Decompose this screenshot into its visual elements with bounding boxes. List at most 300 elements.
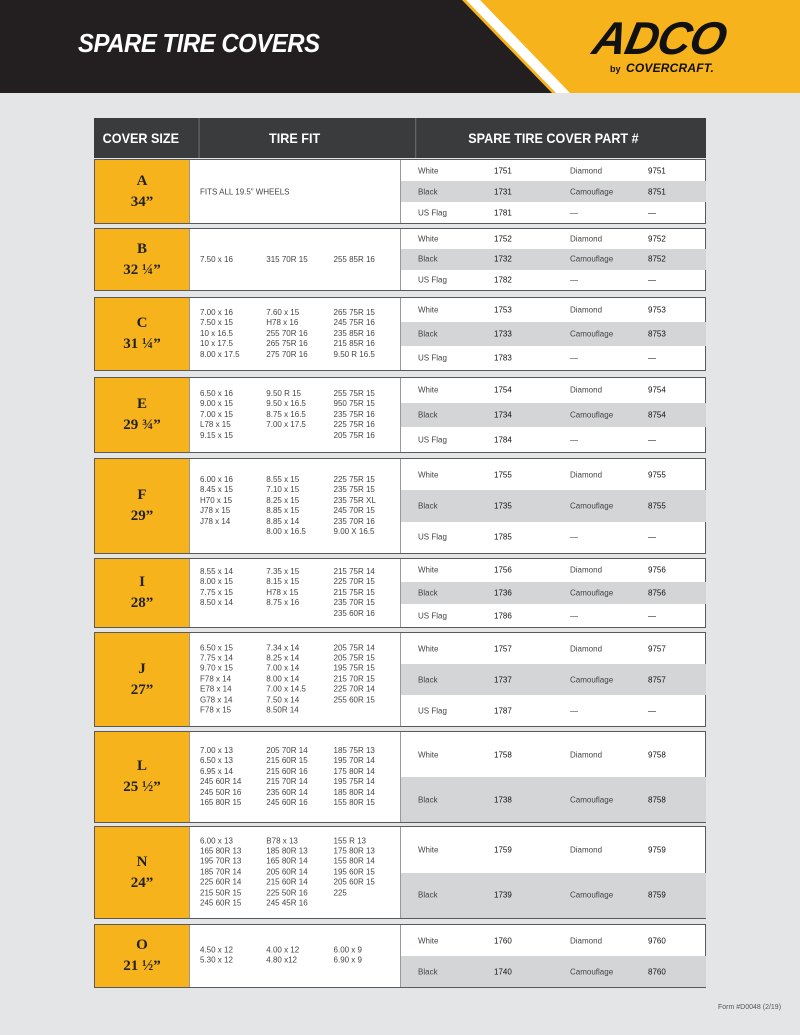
tire-fit-column bbox=[200, 254, 266, 264]
tire-size: 4.50 x 12 bbox=[200, 945, 233, 955]
pattern-name: Camouflage bbox=[570, 675, 614, 684]
tire-size: 205 75R 14 bbox=[333, 643, 375, 653]
tire-fit-column bbox=[266, 643, 333, 716]
tire-size: 8.55 x 15 bbox=[266, 474, 300, 484]
tire-fit-column bbox=[266, 836, 333, 909]
logo-covercraft: COVERCRAFT. bbox=[626, 61, 714, 75]
cover-size-cell bbox=[95, 229, 189, 290]
tire-fit-cell bbox=[189, 732, 401, 822]
tire-size: H78 x 15 bbox=[266, 587, 299, 597]
size-group-l bbox=[94, 731, 706, 823]
cover-size-cell bbox=[95, 559, 189, 627]
part-number: 1732 bbox=[494, 254, 512, 264]
part-row-white bbox=[401, 229, 706, 249]
part-number: 1738 bbox=[494, 795, 512, 804]
part-row-white bbox=[401, 925, 706, 956]
tire-fit-column bbox=[200, 567, 266, 619]
logo-by: by bbox=[610, 64, 621, 74]
tire-fit-cell bbox=[189, 559, 401, 627]
tire-size: 235 85R 16 bbox=[333, 328, 375, 338]
tire-size: 7.00 x 13 bbox=[200, 745, 233, 755]
tire-size: 9.50 R 16.5 bbox=[333, 349, 375, 359]
pattern-part-number: 9758 bbox=[648, 750, 666, 759]
part-number: 1734 bbox=[494, 410, 512, 420]
tire-size: 155 R 13 bbox=[333, 836, 366, 846]
pattern-name: Camouflage bbox=[570, 890, 614, 900]
tire-fit-column bbox=[334, 836, 397, 909]
tire-fit-cell bbox=[189, 459, 401, 553]
tire-size: 8.00 x 15 bbox=[200, 577, 233, 587]
pattern-name: — bbox=[570, 532, 578, 542]
pattern-part-number: 9755 bbox=[648, 470, 666, 480]
part-number: 1759 bbox=[494, 845, 512, 855]
cover-size-value: 27” bbox=[130, 681, 154, 698]
part-number: 1787 bbox=[494, 706, 512, 715]
part-number: 1756 bbox=[494, 565, 512, 575]
color-name: US Flag bbox=[418, 275, 447, 285]
tire-fit-column bbox=[200, 389, 266, 441]
pattern-name: Camouflage bbox=[570, 410, 614, 420]
tire-size: 265 75R 15 bbox=[333, 307, 375, 317]
tire-size: 5.30 x 12 bbox=[200, 956, 233, 965]
pattern-part-number: 8752 bbox=[648, 254, 666, 264]
part-row-black bbox=[401, 873, 706, 919]
cover-size-letter: B bbox=[136, 240, 147, 257]
tire-size: 7.50 x 15 bbox=[200, 318, 233, 328]
cover-size-value: 29 ¾” bbox=[123, 417, 161, 433]
color-name: Black bbox=[418, 675, 438, 684]
tire-size: 275 70R 16 bbox=[266, 349, 308, 359]
cover-size-cell bbox=[95, 378, 189, 452]
pattern-name: Diamond bbox=[570, 936, 603, 945]
tire-size: 255 60R 15 bbox=[333, 695, 375, 705]
part-row-white bbox=[401, 378, 706, 403]
tire-fit-column bbox=[200, 946, 266, 967]
part-number-cell bbox=[401, 298, 706, 370]
tire-size: 8.00 x 16.5 bbox=[266, 526, 306, 536]
part-row-white bbox=[401, 732, 706, 777]
tire-size: 8.55 x 14 bbox=[200, 566, 233, 576]
tire-size: 245 60R 15 bbox=[200, 898, 242, 908]
tire-size: 185 80R 14 bbox=[333, 787, 375, 797]
cover-size-letter: E bbox=[136, 396, 147, 412]
tire-size: E78 x 14 bbox=[200, 684, 232, 694]
tire-size: 195 70R 14 bbox=[333, 756, 375, 766]
pattern-part-number: 8758 bbox=[648, 795, 666, 804]
header-cover-size: COVER SIZE bbox=[102, 130, 179, 146]
tire-fit-column bbox=[334, 254, 397, 264]
tire-size: 9.00 x 15 bbox=[200, 399, 233, 409]
tire-size: 195 60R 15 bbox=[333, 867, 375, 877]
tire-fit-column bbox=[200, 643, 266, 716]
tire-size: 205 60R 15 bbox=[333, 877, 375, 887]
pattern-part-number: 8756 bbox=[648, 588, 666, 598]
color-name: Black bbox=[418, 890, 438, 900]
color-name: Black bbox=[418, 410, 438, 420]
part-row-black bbox=[401, 490, 706, 521]
tire-size: 215 75R 15 bbox=[333, 587, 375, 597]
tire-size: 7.00 x 17.5 bbox=[266, 420, 306, 430]
pattern-name: — bbox=[570, 208, 578, 217]
part-number-cell bbox=[401, 559, 706, 627]
pattern-name: — bbox=[570, 435, 578, 445]
tire-size: 255 70R 16 bbox=[266, 328, 308, 338]
tire-size: 225 75R 15 bbox=[333, 474, 375, 484]
tire-fit-columns bbox=[200, 389, 396, 441]
tire-fit-column bbox=[200, 836, 266, 909]
pattern-part-number: 9757 bbox=[648, 644, 666, 653]
part-number: 1785 bbox=[494, 532, 512, 542]
size-group-b bbox=[94, 228, 706, 291]
tire-size: 8.75 x 16 bbox=[266, 598, 300, 608]
tire-size: 255 75R 15 bbox=[333, 388, 375, 398]
part-number: 1784 bbox=[494, 435, 512, 445]
pattern-part-number: — bbox=[648, 706, 656, 715]
part-number: 1751 bbox=[494, 166, 512, 175]
tire-size: 225 70R 14 bbox=[333, 684, 375, 694]
part-number-cell bbox=[401, 732, 706, 822]
color-name: Black bbox=[418, 329, 438, 339]
tire-size: 205 60R 14 bbox=[266, 867, 308, 877]
tire-size: 215 60R 15 bbox=[266, 756, 308, 766]
tire-fit-columns bbox=[200, 567, 396, 619]
tire-size: 195 75R 15 bbox=[333, 663, 375, 673]
tire-size: 225 bbox=[333, 888, 347, 898]
part-number: 1739 bbox=[494, 890, 512, 900]
pattern-part-number: — bbox=[648, 208, 656, 217]
part-row-us-flag bbox=[401, 522, 706, 553]
tire-fit-column bbox=[266, 946, 333, 967]
tire-fit-columns bbox=[200, 254, 396, 264]
tire-size: 235 70R 16 bbox=[333, 516, 375, 526]
cover-size-cell bbox=[95, 459, 189, 553]
tire-size: 215 85R 16 bbox=[333, 339, 375, 349]
tire-size: 205 75R 16 bbox=[333, 430, 375, 440]
cover-size-letter: A bbox=[136, 172, 148, 189]
tire-size: 9.00 X 16.5 bbox=[333, 526, 375, 536]
tire-size: 205 70R 14 bbox=[266, 745, 308, 755]
tire-size: 225 60R 14 bbox=[200, 877, 242, 887]
tire-fit-cell bbox=[189, 229, 401, 290]
color-name: US Flag bbox=[418, 435, 447, 445]
tire-fit-column bbox=[334, 567, 397, 619]
part-row-black bbox=[401, 322, 706, 346]
tire-fit-columns bbox=[200, 475, 396, 537]
color-name: Black bbox=[418, 501, 438, 511]
size-group-f bbox=[94, 458, 706, 554]
tire-size: 7.60 x 15 bbox=[266, 307, 300, 317]
tire-size: 175 80R 14 bbox=[333, 766, 375, 776]
adco-logo bbox=[588, 12, 748, 82]
tire-fit-columns bbox=[200, 643, 396, 716]
tire-size: 165 80R 15 bbox=[200, 797, 242, 807]
color-name: White bbox=[418, 936, 439, 945]
pattern-part-number: — bbox=[648, 275, 656, 285]
tire-fit-column bbox=[334, 746, 397, 808]
tire-size: 245 45R 16 bbox=[266, 898, 308, 908]
cover-size-letter: C bbox=[136, 315, 148, 331]
tire-size: 6.00 x 13 bbox=[200, 836, 233, 846]
tire-size: 235 75R XL bbox=[333, 495, 376, 505]
cover-size-value: 28” bbox=[130, 595, 154, 611]
pattern-name: Diamond bbox=[570, 644, 603, 653]
pattern-name: Diamond bbox=[570, 234, 603, 244]
cover-size-cell bbox=[95, 160, 189, 223]
tire-size: 165 80R 13 bbox=[200, 846, 242, 856]
tire-size: 4.00 x 12 bbox=[266, 945, 300, 955]
part-number-cell bbox=[401, 160, 706, 223]
part-row-us-flag bbox=[401, 346, 706, 370]
pattern-name: Diamond bbox=[570, 565, 603, 575]
tire-size: F78 x 15 bbox=[200, 705, 232, 715]
part-number: 1737 bbox=[494, 675, 512, 684]
color-name: White bbox=[418, 565, 439, 575]
pattern-part-number: — bbox=[648, 611, 656, 621]
part-number: 1781 bbox=[494, 208, 512, 217]
tire-size: 195 70R 13 bbox=[200, 856, 242, 866]
cover-size-letter: N bbox=[136, 853, 148, 870]
part-row-black bbox=[401, 956, 706, 987]
tire-size: 7.00 x 15 bbox=[200, 409, 233, 419]
tire-size: 235 70R 15 bbox=[333, 598, 375, 608]
tire-fit-column bbox=[334, 946, 397, 967]
tire-fit-columns bbox=[200, 308, 396, 360]
pattern-name: Camouflage bbox=[570, 187, 614, 196]
tire-size: H78 x 16 bbox=[266, 318, 299, 328]
pattern-part-number: 9752 bbox=[648, 234, 666, 244]
tire-size: 8.00 x 14 bbox=[266, 674, 300, 684]
tire-fit-cell bbox=[189, 378, 401, 452]
page-title: SPARE TIRE COVERS bbox=[78, 28, 320, 58]
tire-size: 245 60R 14 bbox=[200, 777, 242, 786]
tire-size: 235 75R 15 bbox=[333, 485, 375, 495]
tire-fit-cell bbox=[189, 298, 401, 370]
tire-fit-column bbox=[334, 389, 397, 441]
part-row-us-flag bbox=[401, 270, 706, 290]
pattern-part-number: — bbox=[648, 532, 656, 542]
color-name: US Flag bbox=[418, 353, 447, 363]
pattern-name: — bbox=[570, 611, 578, 621]
tire-size: 195 75R 14 bbox=[333, 777, 375, 786]
pattern-name: Diamond bbox=[570, 305, 603, 315]
tire-size: F78 x 14 bbox=[200, 674, 232, 684]
tire-size: 265 75R 16 bbox=[266, 339, 308, 349]
cover-size-cell bbox=[95, 925, 189, 987]
pattern-name: Camouflage bbox=[570, 967, 614, 976]
tire-size: 6.50 x 15 bbox=[200, 643, 233, 653]
cover-size-value: 25 ½” bbox=[123, 779, 161, 795]
pattern-part-number: 9759 bbox=[648, 845, 666, 855]
tire-size: 245 60R 16 bbox=[266, 797, 308, 807]
tire-size: 235 75R 16 bbox=[333, 409, 375, 419]
part-number: 1736 bbox=[494, 588, 512, 598]
pattern-name: — bbox=[570, 275, 578, 285]
part-row-black bbox=[401, 664, 706, 695]
tire-fit-column bbox=[334, 308, 397, 360]
color-name: Black bbox=[418, 254, 438, 264]
pattern-name: Diamond bbox=[570, 845, 603, 855]
color-name: US Flag bbox=[418, 611, 447, 621]
tire-size: 8.45 x 15 bbox=[200, 485, 233, 495]
pattern-part-number: — bbox=[648, 435, 656, 445]
pattern-name: Camouflage bbox=[570, 501, 614, 511]
part-number-cell bbox=[401, 827, 706, 918]
part-row-white bbox=[401, 459, 706, 490]
color-name: US Flag bbox=[418, 706, 447, 715]
tire-size: 235 60R 16 bbox=[333, 608, 375, 618]
size-group-a bbox=[94, 159, 706, 224]
tire-size: 225 50R 16 bbox=[266, 888, 308, 898]
cover-size-value: 34” bbox=[130, 193, 154, 210]
tire-size: 7.10 x 15 bbox=[266, 485, 300, 495]
color-name: White bbox=[418, 234, 439, 244]
tire-size: 215 50R 15 bbox=[200, 888, 242, 898]
tire-size: 215 75R 14 bbox=[333, 566, 375, 576]
part-row-black bbox=[401, 582, 706, 605]
part-row-black bbox=[401, 403, 706, 428]
tire-size: 8.25 x 14 bbox=[266, 653, 300, 663]
color-name: US Flag bbox=[418, 208, 447, 217]
tire-size: 6.50 x 13 bbox=[200, 756, 233, 766]
tire-fit-column bbox=[334, 475, 397, 537]
cover-size-letter: J bbox=[138, 660, 146, 677]
tire-size: J78 x 15 bbox=[200, 506, 231, 515]
part-number: 1758 bbox=[494, 750, 512, 759]
cover-size-cell bbox=[95, 732, 189, 822]
tire-size: 8.85 x 15 bbox=[266, 506, 300, 515]
tire-fit-cell bbox=[189, 160, 401, 223]
color-name: White bbox=[418, 305, 439, 315]
pattern-part-number: — bbox=[648, 353, 656, 363]
size-group-o bbox=[94, 924, 706, 988]
tire-size: L78 x 15 bbox=[200, 420, 231, 430]
part-number: 1783 bbox=[494, 353, 512, 363]
tire-size: 225 75R 16 bbox=[333, 420, 375, 430]
part-number: 1757 bbox=[494, 644, 512, 653]
header-part-number: SPARE TIRE COVER PART # bbox=[415, 118, 690, 158]
color-name: Black bbox=[418, 967, 438, 976]
part-number: 1735 bbox=[494, 501, 512, 511]
pattern-part-number: 8760 bbox=[648, 967, 666, 976]
tire-size: 225 70R 15 bbox=[333, 577, 375, 587]
cover-size-cell bbox=[95, 298, 189, 370]
pattern-part-number: 9751 bbox=[648, 166, 666, 175]
header-tire-fit: TIRE FIT bbox=[198, 118, 389, 158]
cover-size-letter: I bbox=[139, 574, 145, 590]
tire-size: 215 60R 14 bbox=[266, 877, 308, 887]
tire-fit-column bbox=[200, 746, 266, 808]
pattern-part-number: 9756 bbox=[648, 565, 666, 575]
tire-size: 255 85R 16 bbox=[333, 254, 375, 264]
page-header bbox=[0, 0, 800, 93]
part-row-white bbox=[401, 298, 706, 322]
tire-size: 9.70 x 15 bbox=[200, 663, 233, 673]
tire-size: 8.15 x 15 bbox=[266, 577, 300, 587]
tire-size: 8.25 x 15 bbox=[266, 495, 300, 505]
tire-size: 245 50R 16 bbox=[200, 787, 242, 797]
tire-size: 7.00 x 14.5 bbox=[266, 684, 306, 694]
tire-size: 215 60R 16 bbox=[266, 766, 308, 776]
tire-size: 9.15 x 15 bbox=[200, 430, 233, 440]
pattern-name: Camouflage bbox=[570, 329, 614, 339]
part-row-us-flag bbox=[401, 427, 706, 452]
tire-size: 7.50 x 16 bbox=[200, 254, 233, 264]
part-row-black bbox=[401, 181, 706, 202]
part-row-white bbox=[401, 160, 706, 181]
tire-size: 6.50 x 16 bbox=[200, 388, 233, 398]
color-name: Black bbox=[418, 187, 438, 196]
tire-size: B78 x 13 bbox=[266, 836, 298, 846]
tire-size: 215 70R 15 bbox=[333, 674, 375, 684]
size-group-e bbox=[94, 377, 706, 453]
tire-size: 9.50 R 15 bbox=[266, 388, 301, 398]
part-number: 1755 bbox=[494, 470, 512, 480]
part-number-cell bbox=[401, 633, 706, 726]
tire-fit-columns bbox=[200, 946, 396, 967]
tire-size: 9.50 x 16.5 bbox=[266, 399, 306, 409]
size-group-i bbox=[94, 558, 706, 628]
tire-size: 175 80R 13 bbox=[333, 846, 375, 856]
part-number: 1760 bbox=[494, 936, 512, 945]
tire-size: 245 75R 16 bbox=[333, 318, 375, 328]
pattern-name: — bbox=[570, 353, 578, 363]
form-number: Form #D0048 (2/19) bbox=[718, 1004, 782, 1011]
tire-size: 185 75R 13 bbox=[333, 745, 375, 755]
pattern-part-number: 8759 bbox=[648, 890, 666, 900]
tire-size: 8.85 x 14 bbox=[266, 516, 300, 526]
color-name: White bbox=[418, 644, 439, 653]
pattern-name: Diamond bbox=[570, 470, 603, 480]
pattern-part-number: 8751 bbox=[648, 187, 666, 196]
table-header bbox=[94, 118, 706, 158]
tire-fit-column bbox=[266, 746, 333, 808]
tire-size: 235 60R 14 bbox=[266, 787, 308, 797]
tire-size: 7.34 x 14 bbox=[266, 643, 300, 653]
pattern-part-number: 8755 bbox=[648, 501, 666, 511]
tire-size: 6.00 x 16 bbox=[200, 474, 233, 484]
part-row-us-flag bbox=[401, 695, 706, 726]
part-number-cell bbox=[401, 378, 706, 452]
pattern-name: — bbox=[570, 706, 578, 715]
cover-size-value: 32 ¼” bbox=[123, 261, 161, 278]
tire-size: 950 75R 15 bbox=[333, 399, 375, 409]
pattern-part-number: 9754 bbox=[648, 385, 666, 395]
tire-size: 205 75R 15 bbox=[333, 653, 375, 663]
pattern-name: Diamond bbox=[570, 166, 603, 175]
color-name: White bbox=[418, 166, 439, 175]
color-name: Black bbox=[418, 795, 438, 804]
color-name: US Flag bbox=[418, 532, 447, 542]
pattern-name: Diamond bbox=[570, 385, 603, 395]
tire-size: 7.00 x 14 bbox=[266, 663, 300, 673]
tire-fit-column bbox=[200, 475, 266, 537]
part-number: 1753 bbox=[494, 305, 512, 315]
color-name: White bbox=[418, 845, 439, 855]
part-number: 1754 bbox=[494, 385, 512, 395]
size-group-n bbox=[94, 826, 706, 919]
tire-fit-cell bbox=[189, 633, 401, 726]
color-name: White bbox=[418, 750, 439, 759]
tire-size: 7.75 x 15 bbox=[200, 587, 233, 597]
pattern-part-number: 8757 bbox=[648, 675, 666, 684]
tire-fit-column bbox=[266, 475, 333, 537]
part-row-us-flag bbox=[401, 604, 706, 627]
size-group-c bbox=[94, 297, 706, 371]
tire-size: 6.90 x 9 bbox=[333, 956, 362, 965]
tire-size: 7.00 x 16 bbox=[200, 307, 233, 317]
part-row-white bbox=[401, 827, 706, 873]
tire-size: 7.35 x 15 bbox=[266, 566, 300, 576]
